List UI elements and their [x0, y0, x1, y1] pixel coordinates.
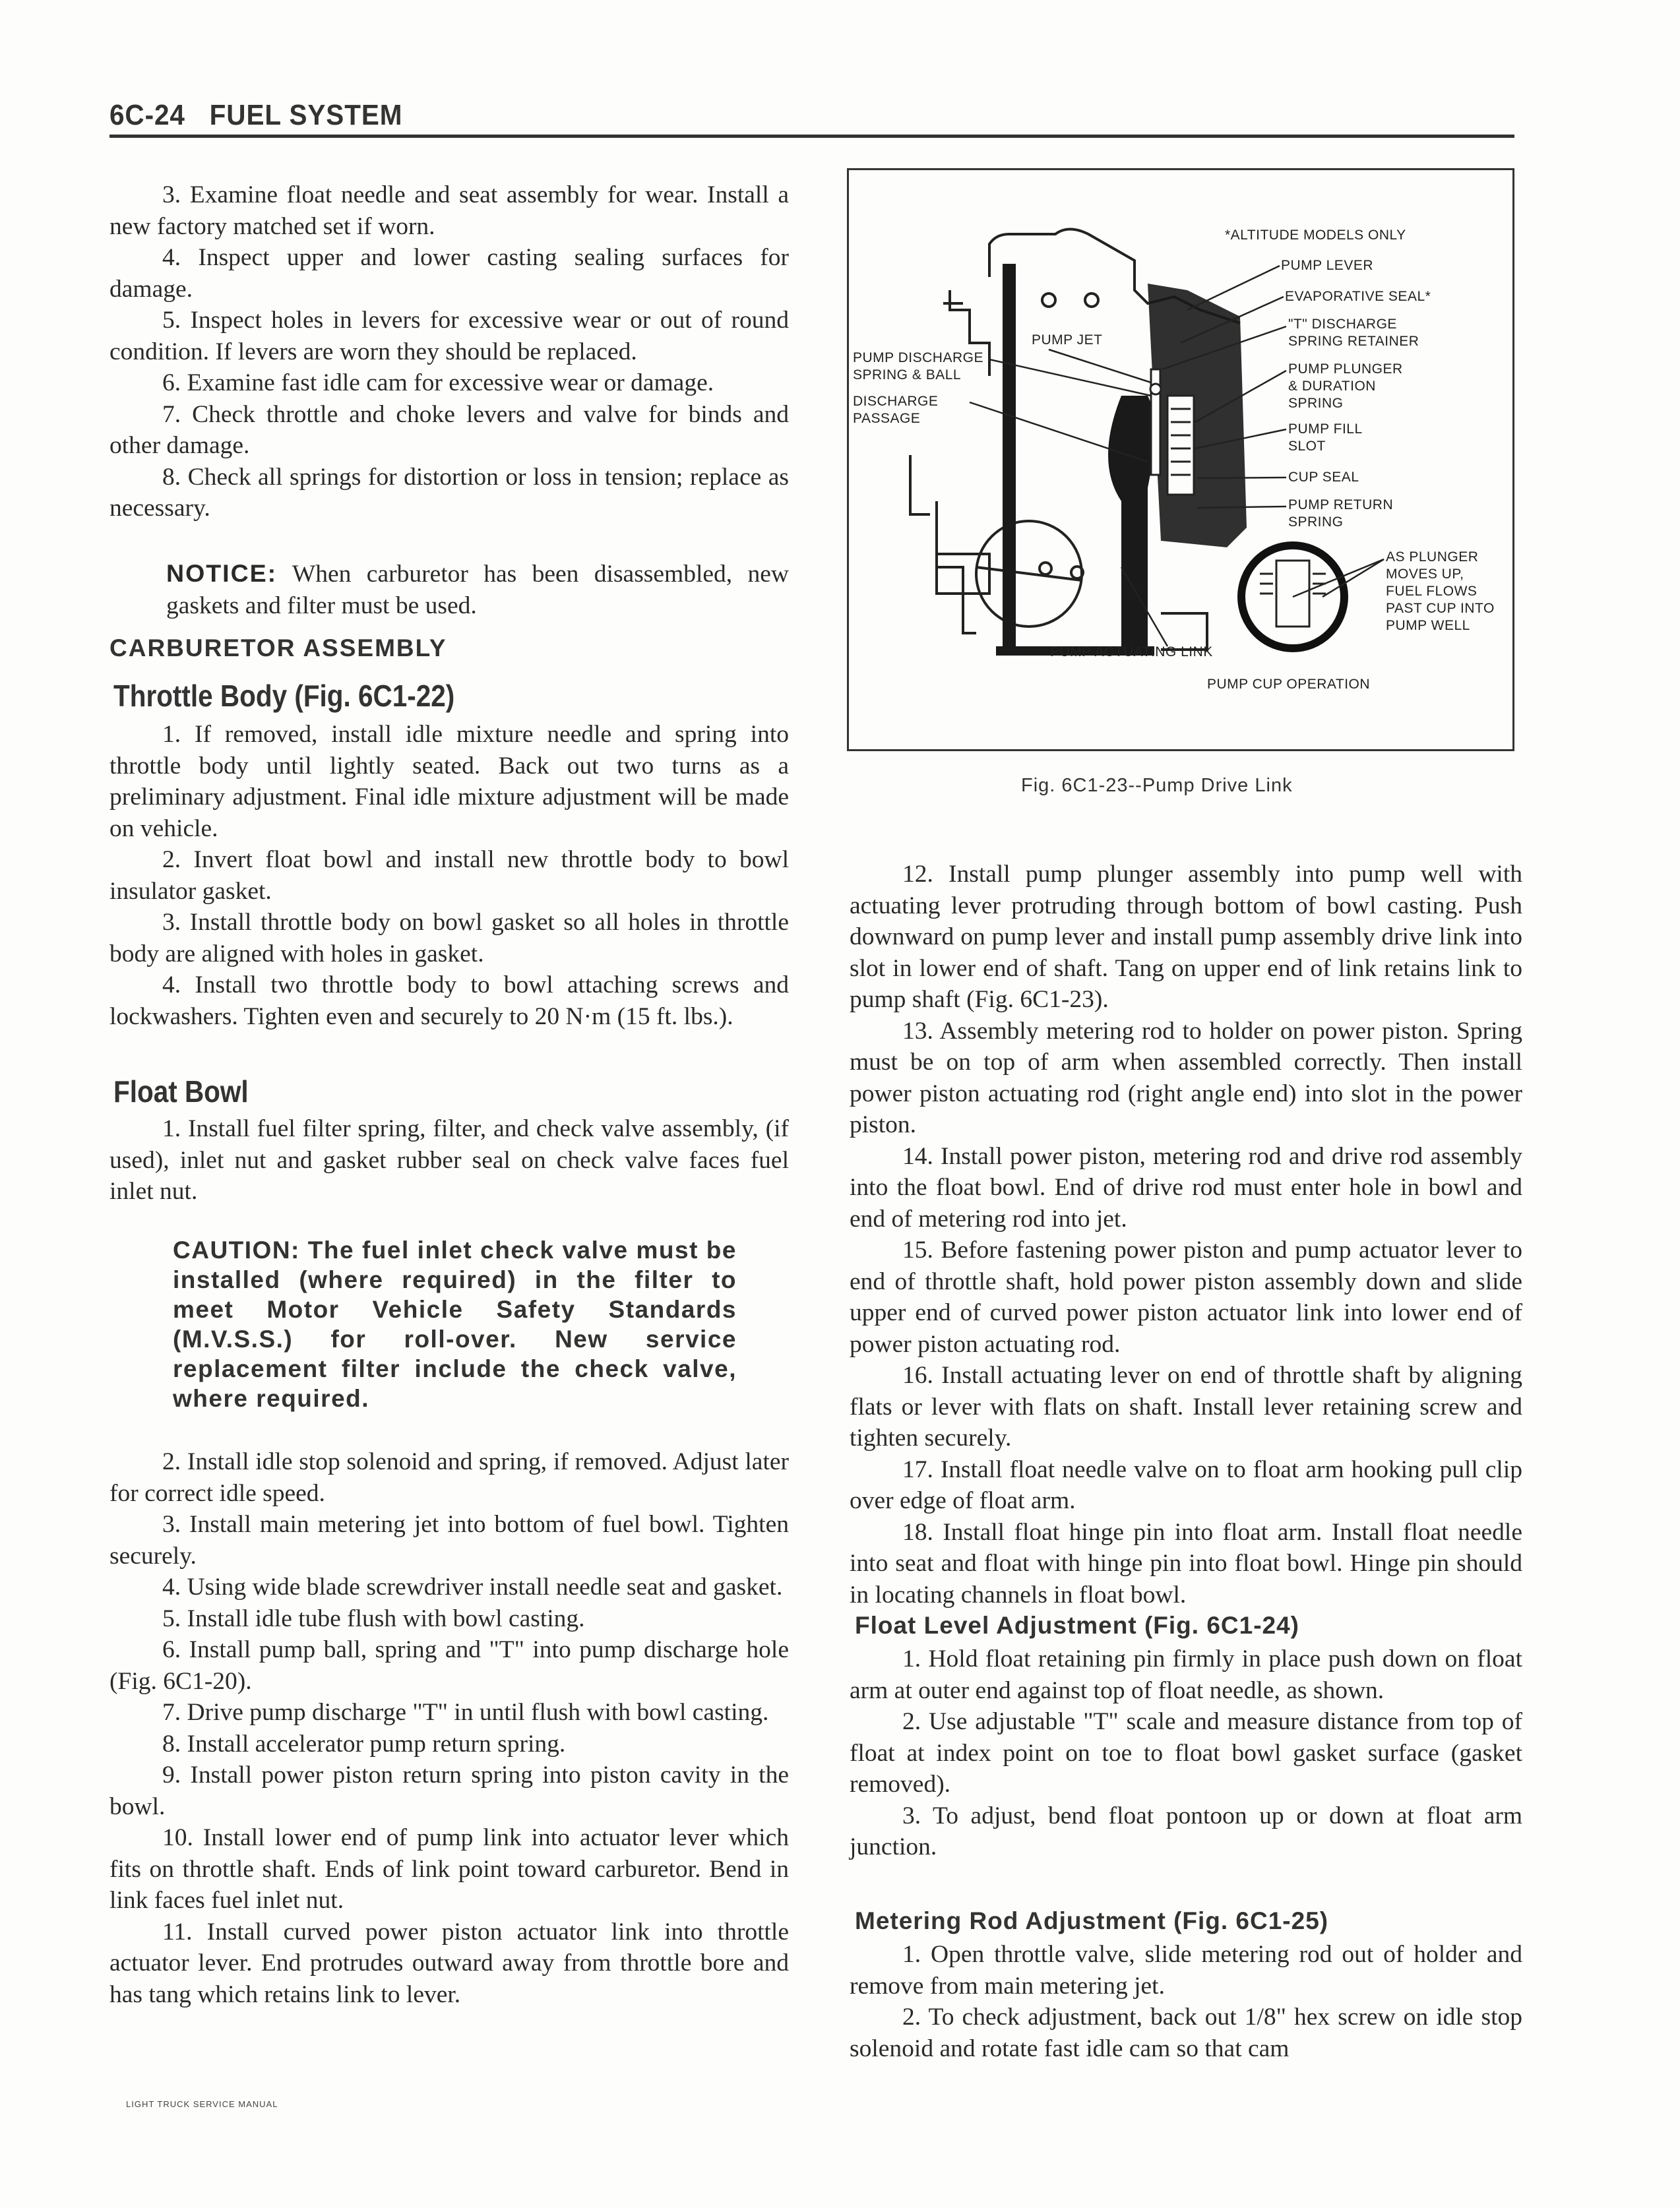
metering-rod-steps: [850, 1939, 1522, 2064]
label-evaporative-seal: EVAPORATIVE SEAL*: [1285, 289, 1431, 304]
paragraph: 10. Install lower end of pump link into actuator lever which fits on throttle shaft. Ends of link point toward carburetor. Bend in link faces fuel inlet nut.: [109, 1824, 789, 1914]
label-pump-return-spring: [1288, 497, 1393, 531]
paragraph: 2. Use adjustable "T" scale and measure distance from top of float at index point on toe to float bowl gasket surface (gasket removed).: [850, 1708, 1522, 1798]
paragraph: 9. Install power piston return spring into piston cavity in the bowl.: [109, 1762, 789, 1820]
paragraph: 2. To check adjustment, back out 1/8" hex screw on idle stop solenoid and rotate fast idle cam so that cam: [850, 2004, 1522, 2062]
paragraph: 4. Inspect upper and lower casting sealing surfaces for damage.: [109, 244, 789, 303]
label-line: SPRING: [1288, 396, 1344, 411]
label-pump-actuating-link: PUMP ACTUATING LINK: [1050, 644, 1213, 659]
subsection-heading: Float Bowl: [113, 1074, 249, 1109]
paragraph: 1. Open throttle valve, slide metering rod out of holder and remove from main metering jet.: [850, 1941, 1522, 2000]
notice-text: When carburetor has been disassembled, new gaskets and filter must be used.: [166, 561, 789, 619]
bore-wall-left: [1003, 264, 1016, 646]
subsection-heading: Metering Rod Adjustment (Fig. 6C1-25): [855, 1907, 1329, 1934]
subsection-heading: Float Level Adjustment (Fig. 6C1-24): [855, 1612, 1299, 1639]
paragraph: 3. To adjust, bend float pontoon up or down at float arm junction.: [850, 1802, 1522, 1860]
figure-caption: Fig. 6C1-23--Pump Drive Link: [1021, 775, 1293, 796]
label-pump-cup-operation: PUMP CUP OPERATION: [1207, 677, 1371, 692]
label-line: PUMP FILL: [1288, 421, 1363, 437]
paragraph: 14. Install power piston, metering rod and drive rod assembly into the float bowl. End of drive rod must enter hole in bowl and end of metering rod into jet.: [850, 1142, 1522, 1233]
bore-wall-right: [1108, 396, 1154, 653]
label-line: PUMP DISCHARGE: [853, 350, 983, 365]
label-line: AS PLUNGER: [1386, 549, 1479, 565]
paragraph: 4. Install two throttle body to bowl attaching screws and lockwashers. Tighten even and securely to 20 N·m (15 ft. lbs.).: [109, 971, 789, 1030]
label-altitude: *ALTITUDE MODELS ONLY: [1225, 228, 1406, 243]
paragraph: 12. Install pump plunger assembly into pump well with actuating lever protruding through bottom of bowl casting. Push downward on pump lever and install pump assembly drive link into slot in lower end of shaft. Tang on upper end of link retains link to pump shaft (Fig. 6C1-23).: [850, 861, 1522, 1013]
paragraph: 3. Examine float needle and seat assembly for wear. Install a new factory matched set if worn.: [109, 181, 789, 240]
paragraph: 8. Check all springs for distortion or loss in tension; replace as necessary.: [109, 463, 789, 522]
paragraph: 3. Install main metering jet into bottom of fuel bowl. Tighten securely.: [109, 1511, 789, 1570]
paragraph: 13. Assembly metering rod to holder on power piston. Spring must be on top of arm when assembled correctly. Then install power piston actuating rod (right angle end) into slot in the power piston.: [850, 1017, 1522, 1138]
label-discharge-spring-ball: [853, 350, 983, 384]
paragraph: 17. Install float needle valve on to float arm hooking pull clip over edge of float arm.: [850, 1456, 1522, 1514]
float-bowl-steps: [109, 1446, 789, 2010]
paragraph: 6. Install pump ball, spring and "T" into pump discharge hole (Fig. 6C1-20).: [109, 1636, 789, 1695]
label-line: SPRING RETAINER: [1288, 334, 1419, 349]
paragraph: 2. Invert float bowl and install new throttle body to bowl insulator gasket.: [109, 846, 789, 905]
paragraph: 4. Using wide blade screwdriver install needle seat and gasket.: [162, 1574, 783, 1601]
label-pump-jet: PUMP JET: [1032, 332, 1103, 348]
paragraph: 5. Install idle tube flush with bowl casting.: [162, 1605, 585, 1632]
pump-plunger: [1167, 396, 1194, 495]
label-line: FUEL FLOWS: [1386, 584, 1478, 599]
paragraph: 16. Install actuating lever on end of throttle shaft by aligning flats or lever with flats on shaft. Install lever retaining screw and tighten securely.: [850, 1362, 1522, 1452]
paragraph: 6. Examine fast idle cam for excessive wear or damage.: [162, 369, 714, 396]
footer: LIGHT TRUCK SERVICE MANUAL: [126, 2099, 278, 2109]
label-line: PUMP RETURN: [1288, 497, 1394, 512]
notice-label: NOTICE:: [166, 559, 278, 587]
section-title: FUEL SYSTEM: [209, 99, 403, 131]
label-line: SPRING & BALL: [853, 367, 962, 383]
label-line: "T" DISCHARGE: [1288, 317, 1397, 332]
label-fuel-flow: [1386, 549, 1495, 634]
label-line: PUMP PLUNGER: [1288, 361, 1403, 377]
page-number: 6C-24: [109, 99, 185, 131]
paragraph: 2. Install idle stop solenoid and spring, if removed. Adjust later for correct idle speed.: [109, 1448, 789, 1507]
section-heading: CARBURETOR ASSEMBLY: [109, 634, 447, 661]
left-linkage: [910, 455, 976, 633]
label-cup-seal: CUP SEAL: [1288, 470, 1359, 485]
paragraph: 1. Install fuel filter spring, filter, and check valve assembly, (if used), inlet nut and gasket rubber seal on check valve faces fuel inlet nut.: [109, 1115, 789, 1205]
label-pump-fill-slot: [1288, 421, 1363, 455]
paragraph: 1. Hold float retaining pin firmly in place push down on float arm at outer end against top of float needle, as shown.: [850, 1645, 1522, 1704]
label-line: SLOT: [1288, 439, 1326, 454]
label-line: PAST CUP INTO: [1386, 601, 1495, 616]
label-line: & DURATION: [1288, 379, 1376, 394]
paragraph: 18. Install float hinge pin into float arm. Install float needle into seat and float with hinge pin into float bowl. Hinge pin should in locating channels in float bowl.: [850, 1518, 1522, 1609]
assembly-steps-continued: [850, 859, 1522, 1610]
paragraph: 1. If removed, install idle mixture needle and spring into throttle body until lightly seated. Back out two turns as a preliminary adjustment. Final idle mixture adjustment will be made on vehicle.: [109, 721, 789, 842]
float-bowl-step-1: [109, 1113, 789, 1208]
paragraph: 11. Install curved power piston actuator link into throttle actuator lever. End protrudes outward away from throttle bore and has tang which retains link to lever.: [109, 1918, 789, 2008]
label-t-discharge: [1288, 316, 1419, 350]
paragraph: 15. Before fastening power piston and pump actuator lever to end of throttle shaft, hold power piston assembly down and slide upper end of curved power piston actuator link into lower end of power piston actuating rod.: [850, 1237, 1522, 1358]
discharge-ball: [1150, 384, 1161, 394]
paragraph: 5. Inspect holes in levers for excessive wear or out of round condition. If levers are worn they should be replaced.: [109, 307, 789, 365]
caution-block: CAUTION: The fuel inlet check valve must be installed (where required) in the filter to meet Motor Vehicle Safety Standards (M.V.S.S.) for roll-over. New service replacement filter include the check valve, where required.: [173, 1237, 737, 1412]
label-line: SPRING: [1288, 514, 1344, 530]
paragraph: 7. Check throttle and choke levers and valve for binds and other damage.: [109, 400, 789, 459]
paragraph: 7. Drive pump discharge "T" in until flush with bowl casting.: [162, 1699, 769, 1726]
label-pump-plunger: [1288, 361, 1403, 412]
paragraph: 8. Install accelerator pump return spring.: [162, 1730, 566, 1758]
label-pump-lever: PUMP LEVER: [1281, 258, 1373, 273]
label-discharge-passage: [853, 393, 938, 427]
label-line: MOVES UP,: [1386, 567, 1464, 582]
carburetor-diagram: [0, 0, 1680, 857]
label-line: DISCHARGE: [853, 394, 939, 409]
label-line: PASSAGE: [853, 411, 921, 426]
subsection-heading: Throttle Body (Fig. 6C1-22): [113, 679, 455, 713]
label-line: PUMP WELL: [1386, 618, 1470, 633]
paragraph: 3. Install throttle body on bowl gasket so all holes in throttle body are aligned with holes in gasket.: [109, 909, 789, 967]
float-level-steps: [850, 1643, 1522, 1863]
